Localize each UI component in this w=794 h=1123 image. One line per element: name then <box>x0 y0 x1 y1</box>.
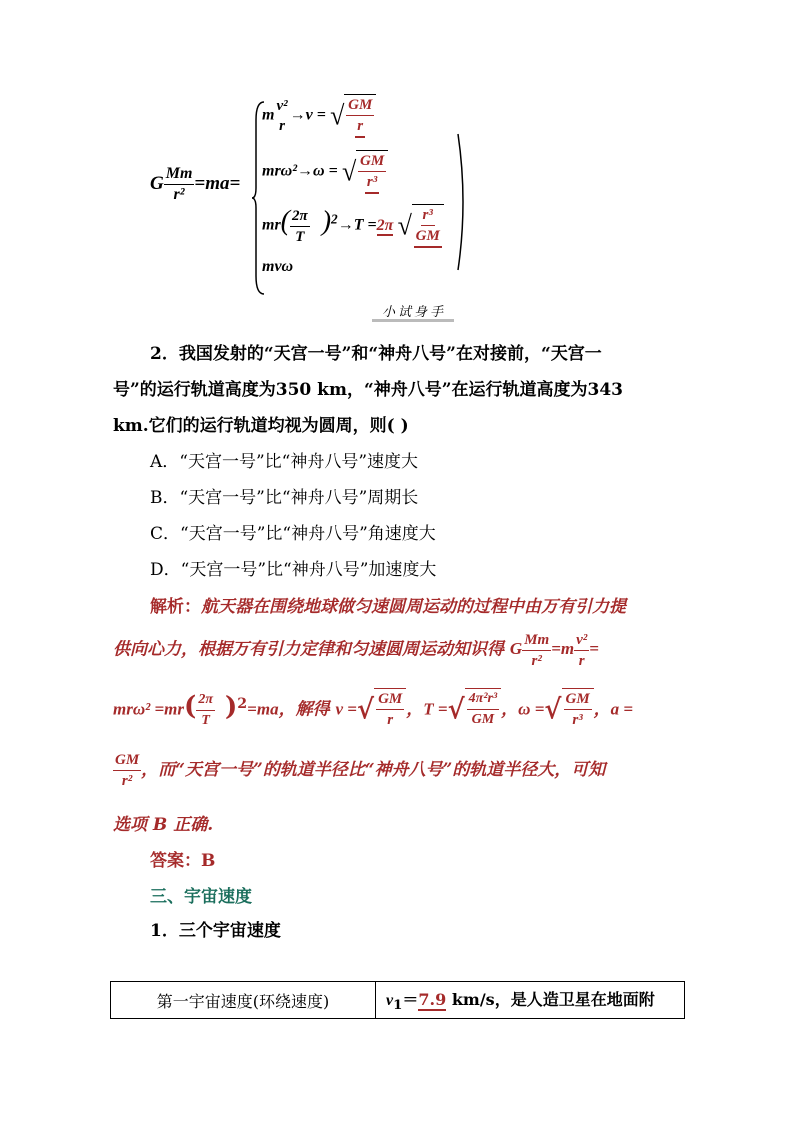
row3-num: 2π <box>290 206 310 227</box>
f-r2: r² <box>531 653 542 669</box>
analysis-line-1 <box>150 592 626 617</box>
l4-text: ，而“天宫一号”的轨道半径比“神舟八号”的轨道半径大，可知 <box>141 760 606 780</box>
l3-w-den: r³ <box>572 712 583 728</box>
l3-T-eq: ，T = <box>406 699 448 719</box>
question-line-1: 2．我国发射的“天宫一号”和“神舟八号”在对接前，“天宫一 <box>150 344 602 364</box>
f-G: G <box>509 639 523 659</box>
formula-block <box>150 92 480 302</box>
analysis-line-3: mrω² =mr( $\frac{2\pi}{T}$ )$^2$=ma，解得 v = √ $\frac{GM}{r}$ ，T = √ $\frac{\text{4π²r³}}{GM}$ ，ω = √ $\frac{GM}{\text{r³}}$ ，a = <box>113 688 633 732</box>
option-d: D．“天宫一号”比“神舟八号”加速度大 <box>150 560 437 580</box>
formula-row-1 <box>262 94 376 138</box>
l3-b: =ma，解得 <box>247 699 330 719</box>
answer-value: B <box>201 851 216 871</box>
option-c: C．“天宫一号”比“神舟八号”角速度大 <box>150 524 436 544</box>
f-eq-m: =m <box>551 639 575 659</box>
row4-mvw: mvω <box>262 258 294 275</box>
formula-row-4 <box>262 258 293 276</box>
row3-ans-den: GM <box>414 226 442 248</box>
l3-v-num: GM <box>376 689 404 710</box>
l3-w-eq: ，ω = <box>501 699 545 719</box>
row1-den: r <box>279 118 285 134</box>
analysis-line-4 <box>113 750 605 791</box>
row1-ans-num: GM <box>346 95 374 116</box>
row2-sqrt: √ $\frac{GM}{\text{r³}}$ <box>342 150 388 194</box>
f-Mm: Mm <box>522 630 551 651</box>
l3-v: v = <box>335 699 357 719</box>
l3-T: T <box>201 712 210 728</box>
formula-eq-ma: =ma= <box>194 172 241 194</box>
row3-ans-num: r³ <box>421 205 435 226</box>
row1-num: v² <box>276 98 288 114</box>
first-cosmic-velocity-label: 第一宇宙速度(环绕速度) <box>156 991 330 1011</box>
l4-den: r² <box>121 773 133 789</box>
v-subscript: 1 <box>393 997 403 1014</box>
question-line-2: 号”的运行轨道高度为350 km，“神舟八号”在运行轨道高度为343 <box>113 380 623 400</box>
option-b: B．“天宫一号”比“神舟八号”周期长 <box>150 488 419 508</box>
formula-lhs <box>150 164 240 205</box>
section-heading: 三、宇宙速度 <box>150 887 252 907</box>
f-v2: v² <box>574 630 589 651</box>
section-subheading: 1．三个宇宙速度 <box>150 921 281 941</box>
row1-m: m <box>262 106 275 124</box>
cosmic-velocity-table <box>110 981 685 1019</box>
formula-lhs-den: r² <box>173 186 185 203</box>
velocity-value: 7.9 <box>418 989 447 1009</box>
analysis-line-2 <box>113 630 599 671</box>
practice-badge <box>372 301 454 323</box>
v-symbol: v <box>386 991 394 1009</box>
row2-ans-den: r³ <box>365 172 379 194</box>
eq-sign: ＝ <box>402 989 419 1009</box>
l3-2pi: 2π <box>196 690 215 711</box>
question-line-3: km.它们的运行轨道均视为圆周，则( ) <box>113 416 409 436</box>
row1-sqrt: √ $\frac{GM}{r}$ <box>330 94 376 138</box>
analysis-label: 解析： <box>150 597 201 617</box>
row3-den: T <box>295 228 305 245</box>
table-row <box>111 982 685 1019</box>
answer-line <box>150 846 215 871</box>
option-a: A．“天宫一号”比“神舟八号”速度大 <box>150 452 419 472</box>
l3-T-den: GM <box>471 712 495 727</box>
formula-lhs-num: Mm <box>164 164 195 185</box>
l3-a-eq: ，a = <box>593 699 634 719</box>
row1-arrow: →v = <box>289 106 326 124</box>
right-paren <box>456 132 470 272</box>
analysis-text-1: 航天器在围绕地球做匀速圆周运动的过程中由万有引力提 <box>201 597 626 617</box>
table-cell-value <box>376 982 685 1019</box>
formula-lhs-G: G <box>150 172 164 194</box>
row3-sqrt: √ $\frac{\text{r³}}{GM}$ <box>397 204 443 248</box>
table-cell-name <box>111 982 376 1019</box>
l3-sq: 2 <box>237 695 248 712</box>
velocity-description: km/s，是人造卫星在地面附 <box>446 989 655 1009</box>
row3-mr: mr <box>262 216 281 234</box>
row1-ans-den: r <box>355 116 365 138</box>
formula-row-2 <box>262 150 388 194</box>
f-r: r <box>578 653 585 669</box>
l3-T-num: 4π²r³ <box>467 689 500 710</box>
l4-num: GM <box>113 750 141 771</box>
l3-v-den: r <box>387 712 394 728</box>
row3-arrow: →T = <box>337 216 377 234</box>
f-eq-end: = <box>589 639 599 659</box>
l3-a: mrω² =mr <box>113 699 185 719</box>
badge-label: 小试身手 <box>382 305 447 320</box>
l3-w-num: GM <box>564 689 592 710</box>
analysis-line-5: 选项 B 正确. <box>113 815 214 835</box>
formula-row-3: mr( $\frac{2\pi}{T}$ )$^2$→T =2π √ $\frac{\text{r³}}{GM}$ <box>262 204 444 248</box>
row2-ans-num: GM <box>358 151 386 172</box>
row2-lhs: mrω²→ω = <box>262 162 338 180</box>
row3-exp: 2 <box>331 211 338 227</box>
analysis-text-2: 供向心力，根据万有引力定律和匀速圆周运动知识得 <box>113 639 504 660</box>
answer-label: 答案： <box>150 851 201 871</box>
row3-2pi: 2π <box>376 216 394 234</box>
